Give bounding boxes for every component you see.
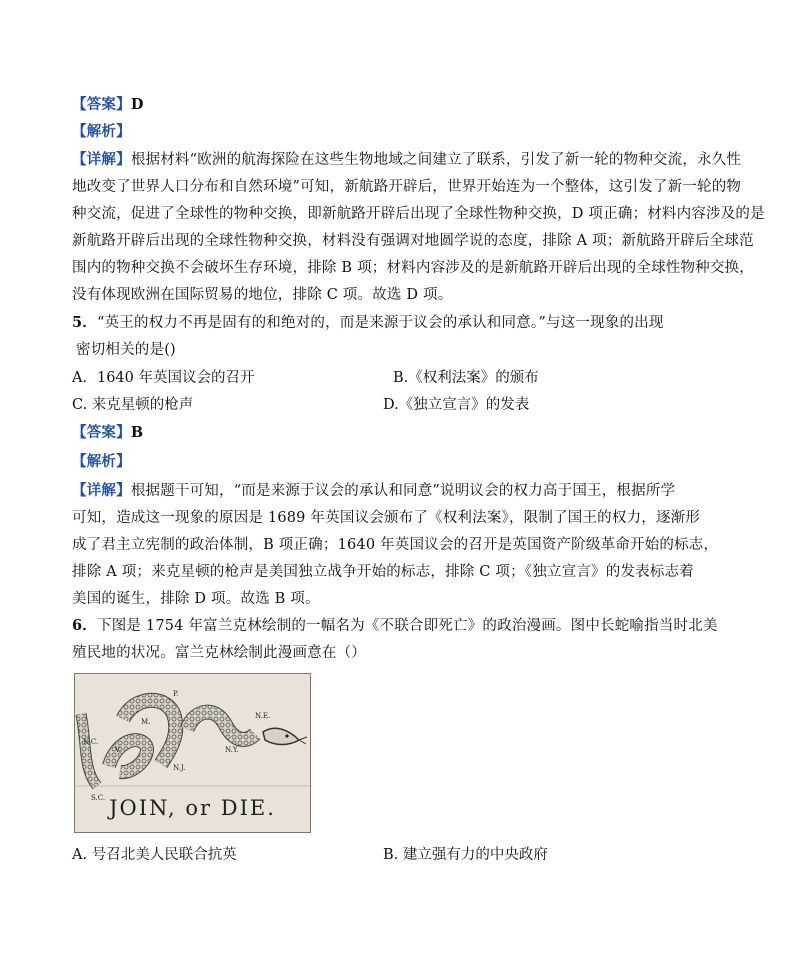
snake-segment-middle [109,740,147,772]
detail-label: 【详解】 [72,151,131,168]
q5-stem-line-1: 5．“英王的权力不再是固有的和绝对的，而是来源于议会的承认和同意。”与这一现象的出现 [72,314,664,331]
q5-answer-line: 【答案】B [72,424,144,441]
snake-head [263,728,299,744]
q4-detail-line-1: 【详解】根据材料“欧洲的航海探险在这些生物地域之间建立了联系，引发了新一轮的物种交流，永久性 [72,151,742,168]
q5-option-d[interactable]: D.《独立宣言》的发表 [383,397,530,413]
q5-detail-line-2: 可知，造成这一现象的原因是 1689 年英国议会颁布了《权利法案》，限制了国王的权力，逐渐形 [72,510,701,526]
q6-option-a[interactable]: A. 号召北美人民联合抗英 [72,847,237,863]
answer-label: 【答案】 [72,96,131,113]
q5-option-b[interactable]: B.《权利法案》的颁布 [393,370,539,386]
q4-detail-line-3: 种交流，促进了全球性的物种交换，即新航路开辟后出现了全球性物种交换，D 项正确；材料内容涉及的是 [72,206,765,222]
q4-detail-line-2: 地改变了世界人口分布和自然环境”可知，新航路开辟后，世界开始连为一个整体，这引发了新一轮的物 [72,179,742,195]
cartoon-caption: JOIN, or DIE. [109,796,276,820]
join-or-die-cartoon [74,673,311,833]
question-number: 6． [72,617,97,634]
label-m: M. [141,718,151,726]
q5-option-c[interactable]: C. 来克星顿的枪声 [72,397,194,413]
q5-detail-line-5: 美国的诞生，排除 D 项。故选 B 项。 [72,591,320,607]
q4-detail-line-5: 围内的物种交换不会破坏生存环境，排除 B 项；材料内容涉及的是新航路开辟后出现的全球性物种交换， [72,260,754,276]
q4-analysis-label: 【解析】 [72,123,131,140]
q5-detail-line-1: 【详解】根据题干可知，“而是来源于议会的承认和同意”说明议会的权力高于国王，根据所学 [72,482,676,499]
q6-stem-line-1: 6．下图是 1754 年富兰克林绘制的一幅名为《不联合即死亡》的政治漫画。图中长蛇喻指当时北美 [72,617,718,634]
snake-segment-right [187,712,255,739]
q4-answer-line [72,95,144,115]
q6-stem-line-2: 殖民地的状况。富兰克林绘制此漫画意在（） [72,645,366,661]
label-nc: N.C. [83,738,99,746]
answer-value: D [130,96,144,113]
q5-analysis-label: 【解析】 [72,453,131,470]
q4-detail-line-6: 没有体现欧洲在国际贸易的地位，排除 C 项。故选 D 项。 [72,287,453,303]
label-ny: N.Y. [225,746,239,754]
label-sc: S.C. [91,794,106,802]
q5-detail-line-4: 排除 A 项；来克星顿的枪声是美国独立战争开始的标志，排除 C 项；《独立宣言》的发表标志着 [72,564,694,580]
label-nj: N.J. [173,764,186,772]
q6-option-b[interactable]: B. 建立强有力的中央政府 [383,847,548,863]
label-p: P. [173,690,179,698]
label-v: V. [115,746,122,754]
label-ne: N.E. [255,712,271,720]
q5-detail-line-3: 成了君主立宪制的政治体制，B 项正确；1640 年英国议会的召开是英国资产阶级革命开始的标志， [72,537,719,553]
q4-detail-line-4: 新航路开辟后出现的全球性物种交换，材料没有强调对地圆学说的态度，排除 A 项；新航路开辟后全球范 [72,233,754,249]
q5-stem-line-2: 密切相关的是() [76,342,176,358]
question-number: 5． [72,314,97,331]
q5-option-a[interactable]: A．1640 年英国议会的召开 [72,370,255,386]
snake-tail [81,714,97,786]
